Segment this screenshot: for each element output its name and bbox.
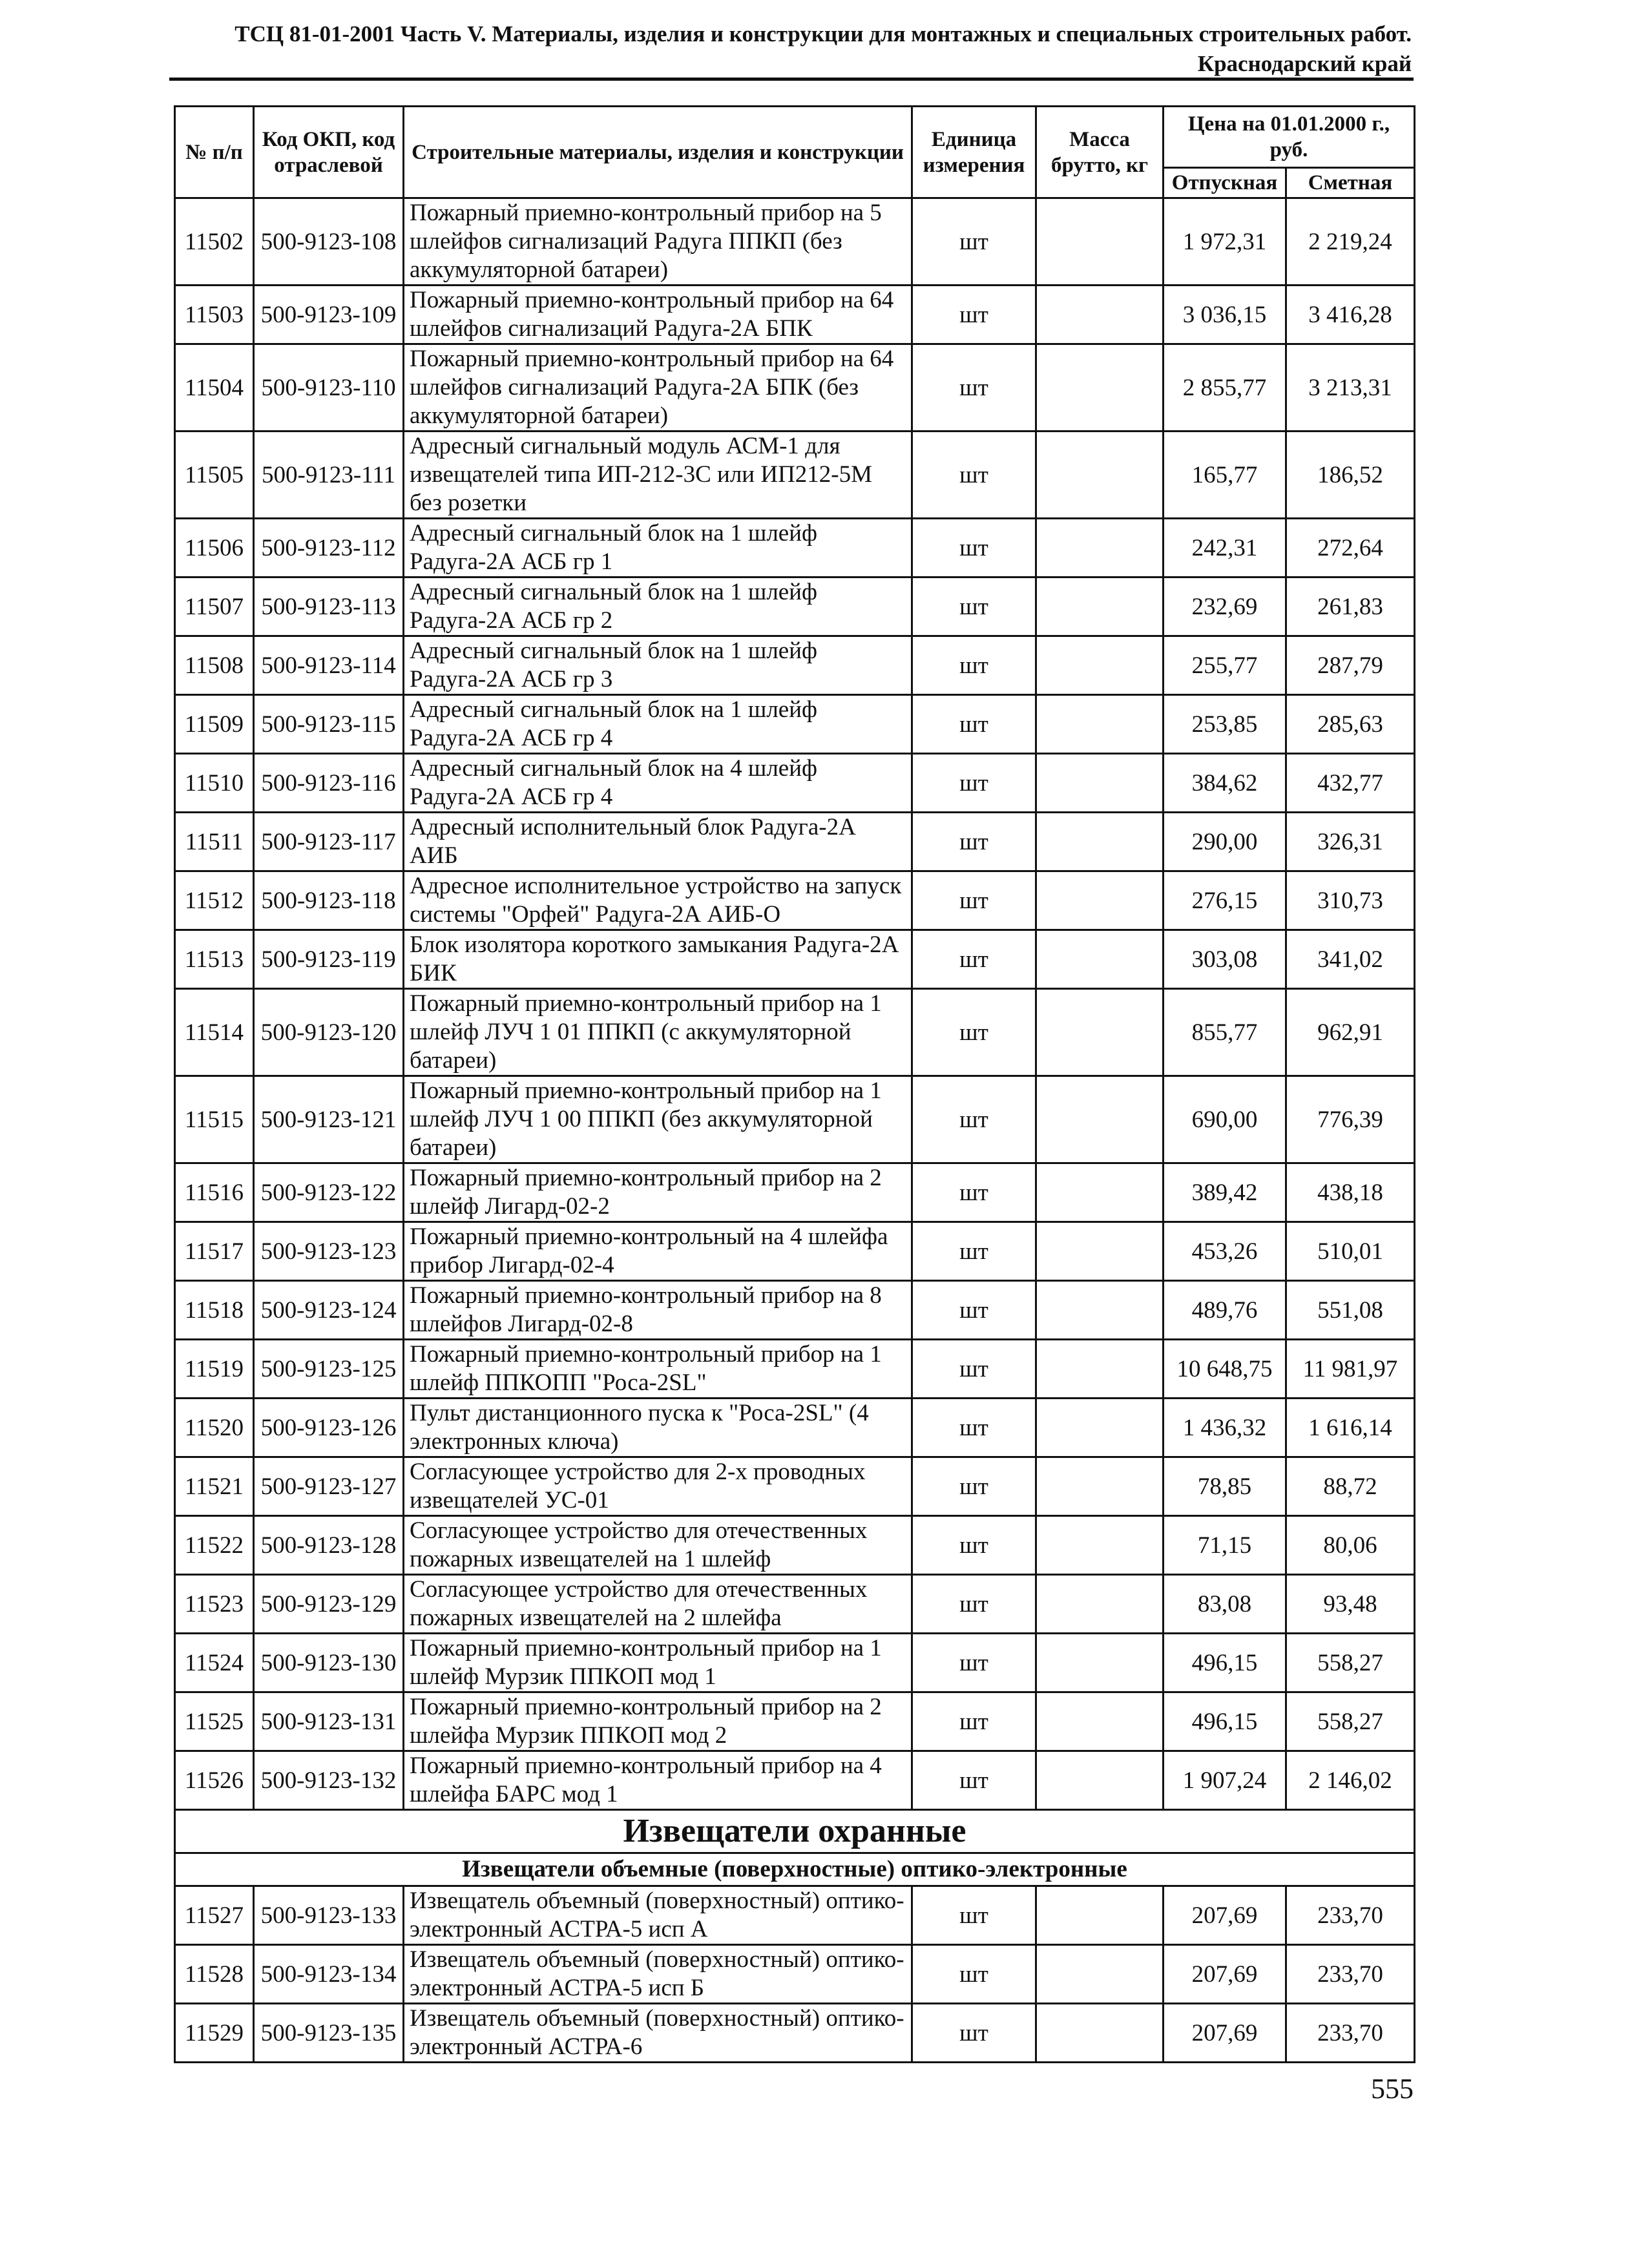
- row-name: Адресный сигнальный блок на 1 шлейф Радуга-2А АСБ гр 4: [404, 695, 912, 754]
- row-name: Согласующее устройство для отечественных пожарных извещателей на 2 шлейфа: [404, 1575, 912, 1634]
- col-header-num: № п/п: [175, 107, 254, 198]
- row-unit: шт: [912, 813, 1036, 871]
- row-estimate-price: 11 981,97: [1286, 1340, 1415, 1399]
- row-number: 11506: [175, 519, 254, 577]
- row-release-price: 1 436,32: [1164, 1399, 1286, 1457]
- row-name: Пожарный приемно-контрольный прибор на 1 шлейф ППКОПП "Роса-2SL": [404, 1340, 912, 1399]
- row-number: 11517: [175, 1222, 254, 1281]
- row-unit: шт: [912, 695, 1036, 754]
- row-number: 11529: [175, 2004, 254, 2063]
- col-header-unit: Единица измерения: [912, 107, 1036, 198]
- row-estimate-price: 432,77: [1286, 754, 1415, 813]
- row-unit: шт: [912, 198, 1036, 286]
- row-name: Извещатель объемный (поверхностный) оптико-электронный АСТРА-5 исп Б: [404, 1945, 912, 2004]
- row-unit: шт: [912, 636, 1036, 695]
- row-mass: [1036, 577, 1164, 636]
- row-release-price: 83,08: [1164, 1575, 1286, 1634]
- row-name: Пожарный приемно-контрольный прибор на 5 шлейфов сигнализаций Радуга ППКП (без аккумуляторной батареи): [404, 198, 912, 286]
- table-body-1: [175, 198, 1415, 1810]
- row-number: 11520: [175, 1399, 254, 1457]
- row-number: 11523: [175, 1575, 254, 1634]
- header-title: ТСЦ 81-01-2001 Часть V. Материалы, изделия и конструкции для монтажных и специальных строительных работ.: [235, 21, 1412, 47]
- row-unit: шт: [912, 1945, 1036, 2004]
- row-code: 500-9123-135: [254, 2004, 404, 2063]
- row-number: 11509: [175, 695, 254, 754]
- row-number: 11527: [175, 1886, 254, 1945]
- table-row: [175, 1945, 1415, 2004]
- row-release-price: 496,15: [1164, 1634, 1286, 1692]
- row-estimate-price: 272,64: [1286, 519, 1415, 577]
- row-estimate-price: 233,70: [1286, 2004, 1415, 2063]
- row-number: 11504: [175, 344, 254, 432]
- row-code: 500-9123-118: [254, 871, 404, 930]
- table-row: [175, 1457, 1415, 1516]
- row-release-price: 10 648,75: [1164, 1340, 1286, 1399]
- row-estimate-price: 3 213,31: [1286, 344, 1415, 432]
- table-header: [175, 107, 1415, 198]
- row-mass: [1036, 1281, 1164, 1340]
- row-code: 500-9123-129: [254, 1575, 404, 1634]
- col-header-release-price: Отпускная: [1164, 168, 1286, 198]
- row-unit: шт: [912, 1751, 1036, 1810]
- row-mass: [1036, 695, 1164, 754]
- col-header-estimate-price: Сметная: [1286, 168, 1415, 198]
- row-release-price: 165,77: [1164, 432, 1286, 519]
- row-unit: шт: [912, 286, 1036, 344]
- row-name: Адресное исполнительное устройство на запуск системы "Орфей" Радуга-2А АИБ-О: [404, 871, 912, 930]
- page-number: 555: [1371, 2073, 1414, 2105]
- row-name: Адресный исполнительный блок Радуга-2А АИБ: [404, 813, 912, 871]
- row-mass: [1036, 2004, 1164, 2063]
- table-row: [175, 1516, 1415, 1575]
- row-name: Пожарный приемно-контрольный прибор на 64 шлейфов сигнализаций Радуга-2А БПК (без аккумуляторной батареи): [404, 344, 912, 432]
- table-row: [175, 1575, 1415, 1634]
- row-release-price: 207,69: [1164, 2004, 1286, 2063]
- row-estimate-price: 285,63: [1286, 695, 1415, 754]
- row-mass: [1036, 1575, 1164, 1634]
- table-body-2: [175, 1886, 1415, 2063]
- table-row: [175, 1886, 1415, 1945]
- row-release-price: 489,76: [1164, 1281, 1286, 1340]
- row-estimate-price: 310,73: [1286, 871, 1415, 930]
- row-number: 11519: [175, 1340, 254, 1399]
- row-number: 11513: [175, 930, 254, 989]
- row-name: Адресный сигнальный модуль АСМ-1 для извещателей типа ИП-212-3С или ИП212-5М без розетки: [404, 432, 912, 519]
- row-release-price: 690,00: [1164, 1076, 1286, 1163]
- row-estimate-price: 287,79: [1286, 636, 1415, 695]
- row-number: 11514: [175, 989, 254, 1076]
- row-code: 500-9123-126: [254, 1399, 404, 1457]
- table-row: [175, 2004, 1415, 2063]
- row-unit: шт: [912, 2004, 1036, 2063]
- table-row: [175, 1281, 1415, 1340]
- row-unit: шт: [912, 871, 1036, 930]
- row-estimate-price: 93,48: [1286, 1575, 1415, 1634]
- row-unit: шт: [912, 1076, 1036, 1163]
- row-name: Пожарный приемно-контрольный прибор на 2 шлейф Лигард-02-2: [404, 1163, 912, 1222]
- table-row: [175, 577, 1415, 636]
- row-estimate-price: 233,70: [1286, 1886, 1415, 1945]
- row-code: 500-9123-119: [254, 930, 404, 989]
- row-mass: [1036, 636, 1164, 695]
- row-mass: [1036, 1340, 1164, 1399]
- row-estimate-price: 558,27: [1286, 1692, 1415, 1751]
- row-number: 11526: [175, 1751, 254, 1810]
- row-mass: [1036, 754, 1164, 813]
- row-code: 500-9123-109: [254, 286, 404, 344]
- table-row: [175, 1222, 1415, 1281]
- row-release-price: 496,15: [1164, 1692, 1286, 1751]
- row-code: 500-9123-116: [254, 754, 404, 813]
- row-estimate-price: 3 416,28: [1286, 286, 1415, 344]
- row-unit: шт: [912, 754, 1036, 813]
- row-release-price: 255,77: [1164, 636, 1286, 695]
- table-row: [175, 344, 1415, 432]
- row-mass: [1036, 871, 1164, 930]
- price-table: [174, 105, 1415, 2063]
- row-code: 500-9123-115: [254, 695, 404, 754]
- row-code: 500-9123-114: [254, 636, 404, 695]
- row-mass: [1036, 813, 1164, 871]
- row-name: Извещатель объемный (поверхностный) оптико-электронный АСТРА-6: [404, 2004, 912, 2063]
- row-mass: [1036, 198, 1164, 286]
- row-estimate-price: 962,91: [1286, 989, 1415, 1076]
- section-block: [175, 1810, 1415, 1886]
- row-code: 500-9123-110: [254, 344, 404, 432]
- row-code: 500-9123-117: [254, 813, 404, 871]
- row-name: Пожарный приемно-контрольный прибор на 4 шлейфа БАРС мод 1: [404, 1751, 912, 1810]
- row-code: 500-9123-124: [254, 1281, 404, 1340]
- row-code: 500-9123-130: [254, 1634, 404, 1692]
- row-release-price: 242,31: [1164, 519, 1286, 577]
- row-name: Пожарный приемно-контрольный прибор на 1 шлейф ЛУЧ 1 01 ППКП (с аккумуляторной батареи): [404, 989, 912, 1076]
- row-name: Пульт дистанционного пуска к "Роса-2SL" (4 электронных ключа): [404, 1399, 912, 1457]
- col-header-mass: Масса брутто, кг: [1036, 107, 1164, 198]
- table-row: [175, 1634, 1415, 1692]
- row-name: Пожарный приемно-контрольный прибор на 1 шлейф ЛУЧ 1 00 ППКП (без аккумуляторной батареи): [404, 1076, 912, 1163]
- row-unit: шт: [912, 1692, 1036, 1751]
- row-mass: [1036, 1886, 1164, 1945]
- row-number: 11522: [175, 1516, 254, 1575]
- row-number: 11512: [175, 871, 254, 930]
- row-release-price: 389,42: [1164, 1163, 1286, 1222]
- row-name: Адресный сигнальный блок на 4 шлейф Радуга-2А АСБ гр 4: [404, 754, 912, 813]
- row-number: 11528: [175, 1945, 254, 2004]
- table-row: [175, 1399, 1415, 1457]
- table-row: [175, 871, 1415, 930]
- row-estimate-price: 1 616,14: [1286, 1399, 1415, 1457]
- row-release-price: 78,85: [1164, 1457, 1286, 1516]
- table-row: [175, 930, 1415, 989]
- row-code: 500-9123-125: [254, 1340, 404, 1399]
- row-code: 500-9123-108: [254, 198, 404, 286]
- row-unit: шт: [912, 930, 1036, 989]
- row-name: Извещатель объемный (поверхностный) оптико-электронный АСТРА-5 исп А: [404, 1886, 912, 1945]
- row-mass: [1036, 1076, 1164, 1163]
- row-estimate-price: 233,70: [1286, 1945, 1415, 2004]
- row-name: Согласующее устройство для 2-х проводных извещателей УС-01: [404, 1457, 912, 1516]
- row-number: 11508: [175, 636, 254, 695]
- row-mass: [1036, 1516, 1164, 1575]
- row-number: 11503: [175, 286, 254, 344]
- row-release-price: 3 036,15: [1164, 286, 1286, 344]
- row-mass: [1036, 1399, 1164, 1457]
- row-code: 500-9123-133: [254, 1886, 404, 1945]
- row-unit: шт: [912, 1399, 1036, 1457]
- col-header-price: Цена на 01.01.2000 г., руб.: [1164, 107, 1415, 168]
- row-mass: [1036, 1751, 1164, 1810]
- row-mass: [1036, 1945, 1164, 2004]
- row-unit: шт: [912, 1457, 1036, 1516]
- row-mass: [1036, 519, 1164, 577]
- table-row: [175, 432, 1415, 519]
- row-mass: [1036, 286, 1164, 344]
- row-code: 500-9123-111: [254, 432, 404, 519]
- row-code: 500-9123-132: [254, 1751, 404, 1810]
- row-estimate-price: 2 146,02: [1286, 1751, 1415, 1810]
- row-mass: [1036, 1457, 1164, 1516]
- row-code: 500-9123-113: [254, 577, 404, 636]
- row-unit: шт: [912, 577, 1036, 636]
- table-row: [175, 754, 1415, 813]
- row-number: 11518: [175, 1281, 254, 1340]
- row-release-price: 207,69: [1164, 1945, 1286, 2004]
- row-code: 500-9123-112: [254, 519, 404, 577]
- table-row: [175, 198, 1415, 286]
- row-release-price: 232,69: [1164, 577, 1286, 636]
- row-name: Пожарный приемно-контрольный прибор на 1 шлейф Мурзик ППКОП мод 1: [404, 1634, 912, 1692]
- row-estimate-price: 326,31: [1286, 813, 1415, 871]
- table-row: [175, 1692, 1415, 1751]
- row-name: Адресный сигнальный блок на 1 шлейф Радуга-2А АСБ гр 2: [404, 577, 912, 636]
- row-estimate-price: 438,18: [1286, 1163, 1415, 1222]
- row-release-price: 453,26: [1164, 1222, 1286, 1281]
- table-row: [175, 1751, 1415, 1810]
- row-release-price: 71,15: [1164, 1516, 1286, 1575]
- row-estimate-price: 88,72: [1286, 1457, 1415, 1516]
- header-region: Краснодарский край: [1197, 51, 1412, 76]
- row-name: Пожарный приемно-контрольный на 4 шлейфа прибор Лигард-02-4: [404, 1222, 912, 1281]
- subsection-title: Извещатели объемные (поверхностные) оптико-электронные: [175, 1853, 1415, 1886]
- row-unit: шт: [912, 1575, 1036, 1634]
- row-estimate-price: 261,83: [1286, 577, 1415, 636]
- row-mass: [1036, 1692, 1164, 1751]
- row-code: 500-9123-131: [254, 1692, 404, 1751]
- row-number: 11505: [175, 432, 254, 519]
- row-number: 11502: [175, 198, 254, 286]
- row-mass: [1036, 1163, 1164, 1222]
- row-mass: [1036, 930, 1164, 989]
- row-name: Согласующее устройство для отечественных пожарных извещателей на 1 шлейф: [404, 1516, 912, 1575]
- col-header-code: Код ОКП, код отраслевой: [254, 107, 404, 198]
- row-code: 500-9123-123: [254, 1222, 404, 1281]
- row-unit: шт: [912, 432, 1036, 519]
- table-row: [175, 519, 1415, 577]
- row-release-price: 384,62: [1164, 754, 1286, 813]
- row-estimate-price: 558,27: [1286, 1634, 1415, 1692]
- row-unit: шт: [912, 1634, 1036, 1692]
- section-title: Извещатели охранные: [175, 1810, 1415, 1853]
- row-mass: [1036, 989, 1164, 1076]
- row-mass: [1036, 1634, 1164, 1692]
- row-estimate-price: 2 219,24: [1286, 198, 1415, 286]
- row-code: 500-9123-122: [254, 1163, 404, 1222]
- row-release-price: 253,85: [1164, 695, 1286, 754]
- row-release-price: 303,08: [1164, 930, 1286, 989]
- page-header: [171, 19, 1412, 79]
- row-number: 11515: [175, 1076, 254, 1163]
- row-code: 500-9123-128: [254, 1516, 404, 1575]
- row-unit: шт: [912, 1281, 1036, 1340]
- row-number: 11510: [175, 754, 254, 813]
- row-name: Пожарный приемно-контрольный прибор на 8 шлейфов Лигард-02-8: [404, 1281, 912, 1340]
- row-code: 500-9123-127: [254, 1457, 404, 1516]
- row-mass: [1036, 432, 1164, 519]
- row-number: 11516: [175, 1163, 254, 1222]
- row-mass: [1036, 1222, 1164, 1281]
- row-release-price: 1 907,24: [1164, 1751, 1286, 1810]
- table-row: [175, 286, 1415, 344]
- row-release-price: 2 855,77: [1164, 344, 1286, 432]
- row-unit: шт: [912, 1163, 1036, 1222]
- row-unit: шт: [912, 1516, 1036, 1575]
- col-header-name: Строительные материалы, изделия и конструкции: [404, 107, 912, 198]
- row-release-price: 1 972,31: [1164, 198, 1286, 286]
- row-unit: шт: [912, 344, 1036, 432]
- row-estimate-price: 510,01: [1286, 1222, 1415, 1281]
- row-unit: шт: [912, 1340, 1036, 1399]
- row-unit: шт: [912, 1222, 1036, 1281]
- table-row: [175, 813, 1415, 871]
- row-number: 11507: [175, 577, 254, 636]
- row-code: 500-9123-134: [254, 1945, 404, 2004]
- header-rule: [169, 78, 1414, 81]
- row-unit: шт: [912, 519, 1036, 577]
- row-release-price: 290,00: [1164, 813, 1286, 871]
- row-name: Блок изолятора короткого замыкания Радуга-2А БИК: [404, 930, 912, 989]
- row-estimate-price: 551,08: [1286, 1281, 1415, 1340]
- row-estimate-price: 186,52: [1286, 432, 1415, 519]
- row-code: 500-9123-121: [254, 1076, 404, 1163]
- table-row: [175, 1076, 1415, 1163]
- table-row: [175, 695, 1415, 754]
- row-number: 11524: [175, 1634, 254, 1692]
- row-name: Адресный сигнальный блок на 1 шлейф Радуга-2А АСБ гр 3: [404, 636, 912, 695]
- table-row: [175, 636, 1415, 695]
- row-number: 11525: [175, 1692, 254, 1751]
- row-name: Пожарный приемно-контрольный прибор на 64 шлейфов сигнализаций Радуга-2А БПК: [404, 286, 912, 344]
- row-unit: шт: [912, 989, 1036, 1076]
- row-release-price: 207,69: [1164, 1886, 1286, 1945]
- table-row: [175, 989, 1415, 1076]
- row-estimate-price: 776,39: [1286, 1076, 1415, 1163]
- row-name: Адресный сигнальный блок на 1 шлейф Радуга-2А АСБ гр 1: [404, 519, 912, 577]
- row-number: 11511: [175, 813, 254, 871]
- row-unit: шт: [912, 1886, 1036, 1945]
- table-row: [175, 1340, 1415, 1399]
- row-code: 500-9123-120: [254, 989, 404, 1076]
- row-mass: [1036, 344, 1164, 432]
- row-release-price: 276,15: [1164, 871, 1286, 930]
- row-estimate-price: 80,06: [1286, 1516, 1415, 1575]
- row-number: 11521: [175, 1457, 254, 1516]
- row-name: Пожарный приемно-контрольный прибор на 2 шлейфа Мурзик ППКОП мод 2: [404, 1692, 912, 1751]
- row-release-price: 855,77: [1164, 989, 1286, 1076]
- row-estimate-price: 341,02: [1286, 930, 1415, 989]
- table-row: [175, 1163, 1415, 1222]
